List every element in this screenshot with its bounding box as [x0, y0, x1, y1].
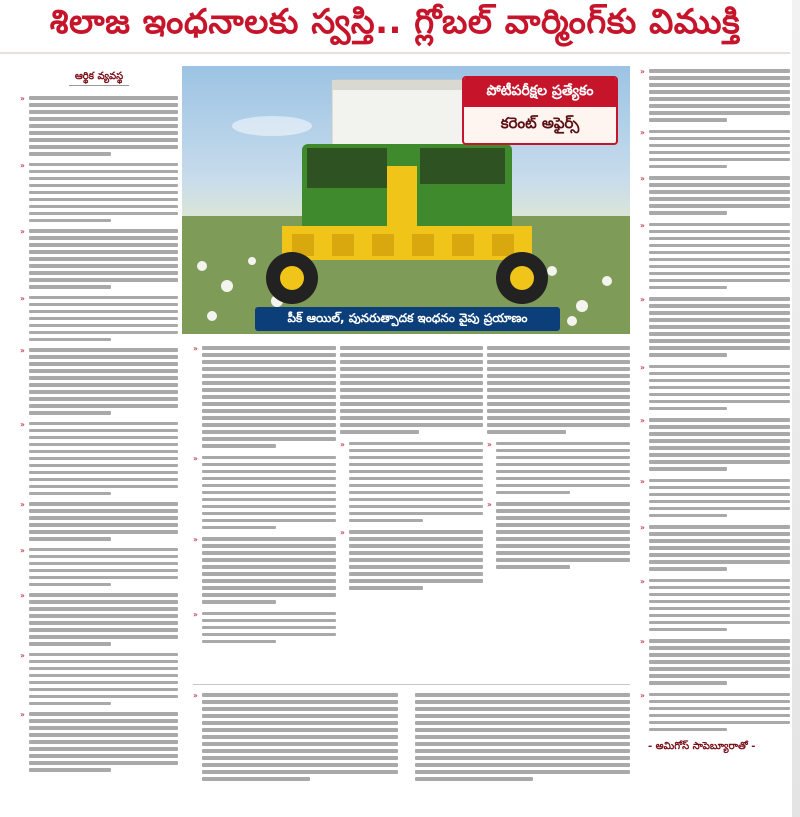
bullet-icon: » — [640, 174, 645, 183]
text-paragraph — [20, 93, 178, 156]
bullet-icon: » — [640, 67, 645, 76]
bullet-icon: » — [640, 295, 645, 304]
bullet-icon: » — [20, 710, 25, 719]
bullet-icon: » — [20, 293, 25, 303]
text-paragraph — [20, 590, 178, 646]
subheading-banner: పీక్ ఆయిల్, పునరుత్పాదక ఇంధనం వైపు ప్రయాణం — [255, 307, 560, 331]
bullet-icon: » — [20, 227, 25, 236]
text-paragraph — [487, 343, 630, 434]
bullet-icon: » — [193, 691, 198, 700]
text-paragraph — [193, 453, 336, 530]
text-paragraph — [640, 362, 790, 411]
bullet-icon: » — [20, 160, 25, 170]
bullet-icon: » — [640, 637, 645, 646]
bullet-icon: » — [20, 545, 25, 555]
text-paragraph — [20, 293, 178, 342]
text-paragraph — [640, 127, 790, 169]
text-paragraph — [487, 499, 630, 569]
text-paragraph — [640, 220, 790, 290]
bullet-icon: » — [640, 127, 645, 137]
bullet-icon: » — [20, 650, 25, 660]
bullet-icon: » — [640, 476, 645, 486]
page-edge — [792, 0, 800, 817]
column-lower-a — [193, 690, 398, 781]
column-mid-c — [487, 343, 630, 569]
text-paragraph — [640, 66, 790, 122]
text-paragraph — [640, 576, 790, 632]
cotton-harvester-photo — [182, 66, 630, 334]
text-paragraph — [415, 690, 630, 781]
bullet-icon: » — [640, 362, 645, 372]
text-paragraph — [640, 476, 790, 518]
badge-bottom: కరెంట్ అఫైర్స్ — [500, 114, 580, 132]
byline — [640, 740, 790, 754]
text-paragraph — [20, 545, 178, 587]
bullet-icon: » — [640, 690, 645, 700]
column-lower-b — [415, 690, 630, 781]
text-paragraph — [640, 636, 790, 685]
bullet-icon: » — [193, 453, 198, 463]
text-paragraph — [20, 419, 178, 496]
bullet-icon: » — [640, 576, 645, 586]
section-divider — [193, 684, 630, 685]
text-paragraph — [640, 173, 790, 215]
column-left — [20, 70, 178, 772]
bullet-icon: » — [20, 591, 25, 600]
section-label: ఆర్థిక వ్యవస్థ — [69, 70, 129, 86]
bullet-icon: » — [20, 500, 25, 509]
bullet-icon: » — [193, 535, 198, 544]
bullet-icon: » — [487, 500, 492, 509]
text-paragraph — [20, 226, 178, 289]
bullet-icon: » — [340, 528, 345, 537]
text-paragraph — [193, 534, 336, 604]
bullet-icon: » — [20, 94, 25, 103]
text-paragraph — [487, 439, 630, 495]
text-paragraph — [193, 343, 336, 448]
bullet-icon: » — [640, 220, 645, 230]
text-paragraph — [20, 650, 178, 706]
byline-text: - అమిగోస్ సాపెబ్యూరాతో - — [648, 741, 756, 752]
text-paragraph — [20, 160, 178, 223]
bullet-icon: » — [640, 523, 645, 532]
text-paragraph — [640, 690, 790, 732]
badge — [462, 76, 618, 145]
text-paragraph — [193, 690, 398, 781]
text-paragraph — [640, 522, 790, 571]
headline-bar — [0, 0, 790, 54]
bullet-icon: » — [20, 419, 25, 429]
bullet-icon: » — [640, 416, 645, 425]
text-paragraph — [640, 294, 790, 357]
column-mid-a — [193, 343, 336, 643]
column-mid-b — [340, 343, 483, 590]
column-right — [640, 66, 790, 754]
text-paragraph — [340, 439, 483, 523]
bullet-icon: » — [193, 609, 198, 619]
text-paragraph — [20, 499, 178, 541]
bullet-icon: » — [193, 344, 198, 353]
bullet-icon: » — [20, 346, 25, 355]
text-paragraph — [20, 345, 178, 415]
text-paragraph — [20, 709, 178, 772]
bullet-icon: » — [487, 439, 492, 449]
badge-top: పోటీపరీక్షల ప్రత్యేకం — [464, 78, 616, 107]
text-paragraph — [340, 343, 483, 434]
text-paragraph — [340, 527, 483, 590]
bullet-icon: » — [340, 439, 345, 449]
text-paragraph — [640, 415, 790, 471]
headline: శిలాజ ఇంధనాలకు స్వస్తి.. గ్లోబల్ వార్మింగ్‌కు విముక్తి — [49, 2, 741, 42]
text-paragraph — [193, 609, 336, 644]
